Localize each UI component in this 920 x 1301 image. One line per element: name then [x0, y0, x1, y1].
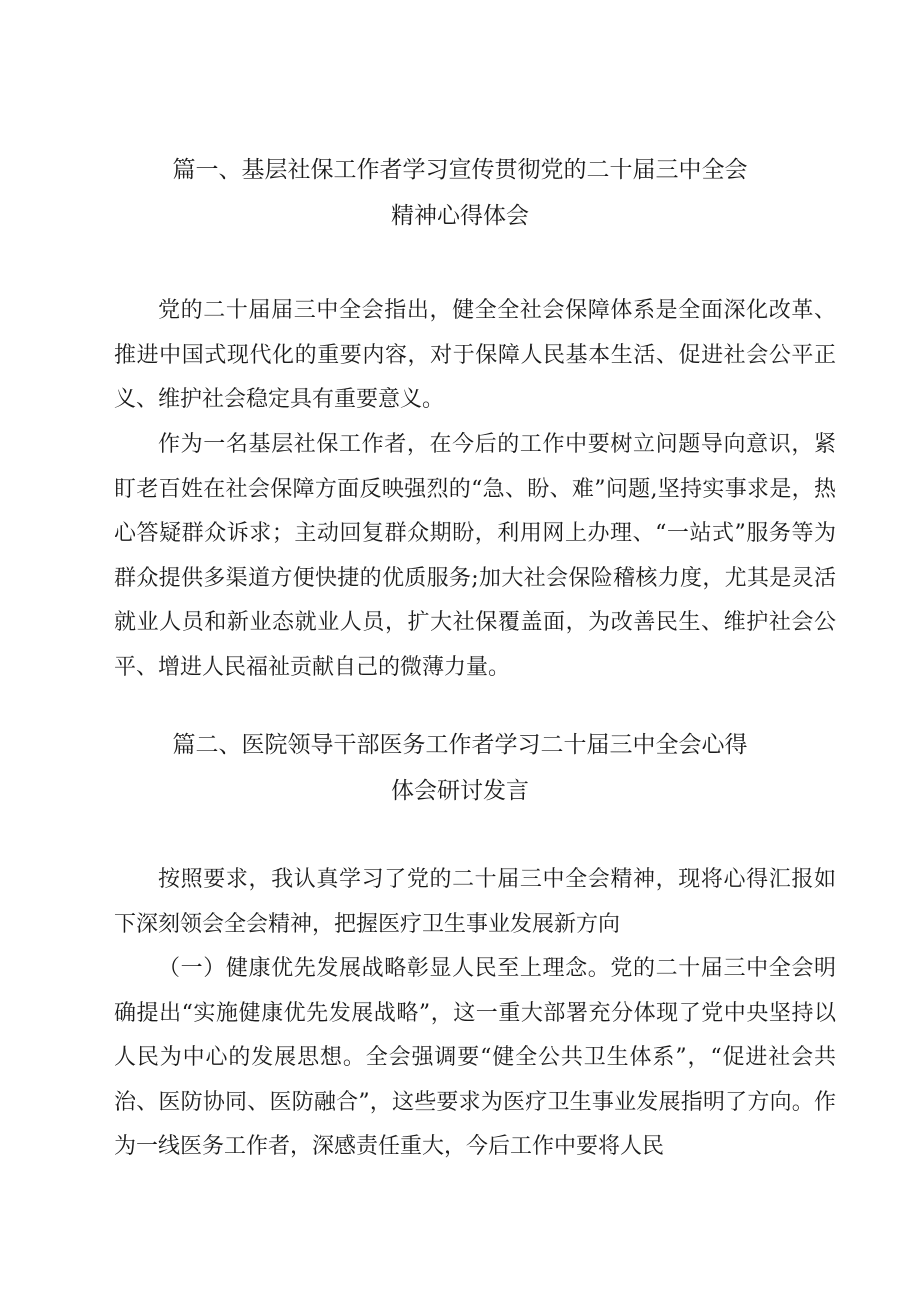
section-two-title-line2: 体会研讨发言: [391, 778, 529, 804]
section-one-title: [0, 147, 920, 239]
section-one-paragraph-2: 作为一名基层社保工作者，在今后的工作中要树立问题导向意识，紧盯老百姓在社会保障方面反映强烈的“急、盼、难”问题,坚持实事求是，热心答疑群众诉求；主动回复群众期盼，利用网上办理、“一站式”服务等为群众提供多渠道方便快捷的优质服务;加大社会保险稽核力度，尤其是灵活就业人员和新业态就业人员，扩大社保覆盖面，为改善民生、维护社会公平、增进人民福祉贡献自己的微薄力量。: [114, 432, 836, 680]
section-one-title-line1: 篇一、基层社保工作者学习宣传贯彻党的二十届三中全会: [172, 157, 748, 183]
section-two-paragraph-2: （一）健康优先发展战略彰显人民至上理念。党的二十届三中全会明确提出“实施健康优先发展战略”，这一重大部署充分体现了党中央坚持以人民为中心的发展思想。全会强调要“健全公共卫生体系”，“促进社会共治、医防协同、医防融合”，这些要求为医疗卫生事业发展指明了方向。作为一线医务工作者，深感责任重大，今后工作中要将人民: [114, 956, 836, 1160]
section-one-title-line2: 精神心得体会: [391, 203, 529, 229]
section-one-paragraph-1: 党的二十届届三中全会指出，健全全社会保障体系是全面深化改革、推进中国式现代化的重要内容，对于保障人民基本生活、促进社会公平正义、维护社会稳定具有重要意义。: [114, 298, 836, 413]
section-two-paragraph-1: 按照要求，我认真学习了党的二十届三中全会精神，现将心得汇报如下深刻领会全会精神，把握医疗卫生事业发展新方向: [114, 867, 836, 937]
section-two-title: [0, 722, 920, 814]
section-two-title-line1: 篇二、医院领导干部医务工作者学习二十届三中全会心得: [172, 732, 748, 758]
